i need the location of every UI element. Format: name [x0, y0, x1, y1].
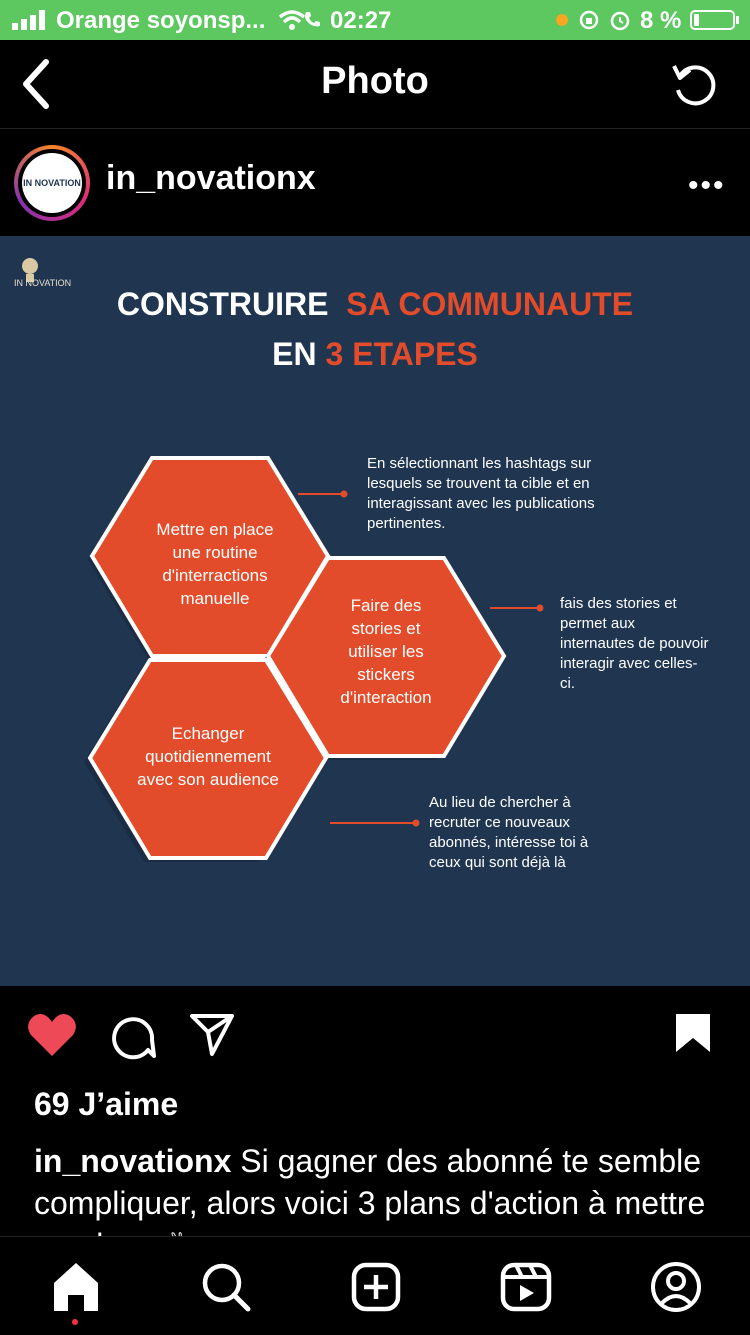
bottom-nav: [0, 1236, 750, 1335]
bookmark-icon[interactable]: [674, 1012, 712, 1054]
profile-icon[interactable]: [648, 1259, 704, 1315]
infographic-heading-line1: CONSTRUIRE SA COMMUNAUTE: [116, 286, 634, 322]
reels-icon[interactable]: [498, 1259, 554, 1315]
post-caption: [34, 1140, 724, 1238]
caption-username[interactable]: in_novationx: [34, 1143, 232, 1179]
share-icon[interactable]: [188, 1012, 236, 1058]
step-1-text: Mettre en place une routine d'interractions manuelle: [156, 520, 274, 608]
refresh-icon[interactable]: [670, 60, 720, 108]
clock-time: 02:27: [330, 7, 392, 34]
home-icon[interactable]: [48, 1259, 104, 1315]
heart-icon[interactable]: [26, 1012, 78, 1058]
caption-text: Si gagner des abonné te semble compliquer, alors voici 3 plans d'action à mettre: [34, 1143, 706, 1221]
step-2-text: Faire des stories et utiliser les stickers d'interaction: [340, 596, 432, 707]
post-actions: [0, 986, 750, 1086]
phone-icon: [302, 10, 322, 30]
top-bar: [0, 40, 750, 129]
step-1-note: En sélectionnant les hashtags sur lesquels se trouvent ta cible et en interagissant avec les publications pertinentes.: [367, 455, 595, 532]
home-active-dot: [72, 1319, 78, 1325]
alarm-icon: [609, 9, 631, 31]
battery-icon: [690, 10, 740, 30]
orange-dot-icon: [556, 14, 568, 26]
brand-logo: IN NOVATION: [14, 256, 94, 296]
step-2-note: fais des stories et permet aux internautes de pouvoir interagir avec celles-ci.: [560, 595, 709, 692]
create-icon[interactable]: [348, 1259, 404, 1315]
carrier-name: Orange soyonsp...: [56, 7, 266, 34]
comment-icon[interactable]: [108, 1012, 156, 1060]
infographic-heading-line2: EN 3 ETAPES: [272, 336, 478, 372]
search-icon[interactable]: [198, 1259, 254, 1315]
page-title: Photo: [321, 60, 429, 102]
post-image[interactable]: [0, 236, 750, 986]
signal-icon: [12, 10, 48, 30]
avatar[interactable]: [14, 145, 90, 221]
rotation-lock-icon: [578, 9, 600, 31]
more-icon[interactable]: •••: [688, 169, 726, 202]
battery-percentage: 8 %: [640, 7, 682, 34]
step-3-text: Echanger quotidiennement avec son audience: [137, 724, 279, 789]
avatar-logo: IN NOVATION: [22, 153, 82, 213]
post-username[interactable]: in_novationx: [106, 159, 316, 197]
status-bar: [0, 0, 750, 40]
likes-count[interactable]: 69 J’aime: [34, 1086, 179, 1122]
post-header: [0, 129, 750, 235]
step-3-note: Au lieu de chercher à recruter ce nouveaux abonnés, intéresse toi à ceux qui sont déjà là: [429, 794, 589, 871]
